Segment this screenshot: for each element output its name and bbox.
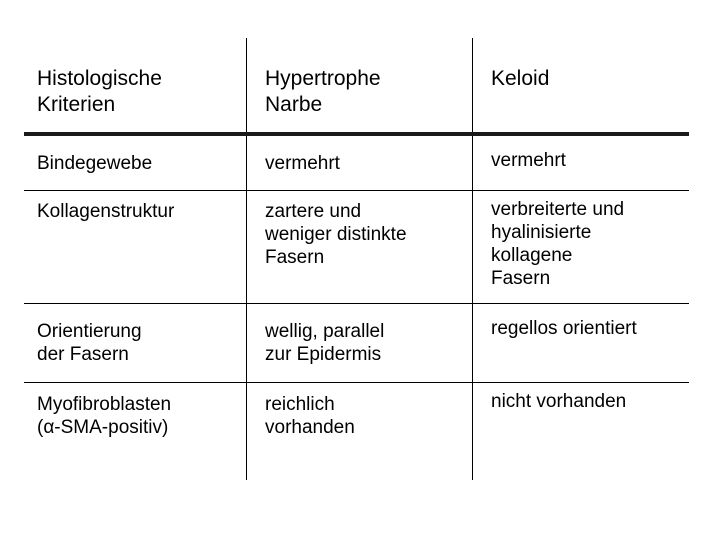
column-divider-2 xyxy=(472,38,473,480)
row-divider-1 xyxy=(24,190,689,191)
cell-hypertrophic-collagen-structure: zartere und weniger distinkte Fasern xyxy=(265,201,407,268)
column-divider-1 xyxy=(246,38,247,480)
header-cell-keloid: Keloid xyxy=(491,67,550,90)
row-label-connective-tissue: Bindegewebe xyxy=(37,153,153,174)
cell-keloid-collagen-structure: verbreiterte und hyalinisierte kollagene Fasern xyxy=(491,199,625,289)
row-divider-3 xyxy=(24,382,689,383)
row-divider-2 xyxy=(24,303,689,304)
row-label-fiber-orientation: Orientierung der Fasern xyxy=(37,321,142,365)
cell-keloid-connective-tissue: vermehrt xyxy=(491,150,566,171)
cell-hypertrophic-fiber-orientation: wellig, parallel zur Epidermis xyxy=(265,321,385,365)
row-label-myofibroblasts: Myofibroblasten (α-SMA-positiv) xyxy=(37,394,172,438)
header-cell-hypertrophic-scar: Hypertrophe Narbe xyxy=(265,67,381,116)
cell-hypertrophic-connective-tissue: vermehrt xyxy=(265,153,340,174)
row-label-collagen-structure: Kollagenstruktur xyxy=(37,201,175,222)
header-divider xyxy=(24,132,689,136)
cell-hypertrophic-myofibroblasts: reichlich vorhanden xyxy=(265,394,355,438)
cell-keloid-fiber-orientation: regellos orientiert xyxy=(491,318,637,339)
cell-keloid-myofibroblasts: nicht vorhanden xyxy=(491,391,627,412)
header-cell-criteria: Histologische Kriterien xyxy=(37,67,162,116)
